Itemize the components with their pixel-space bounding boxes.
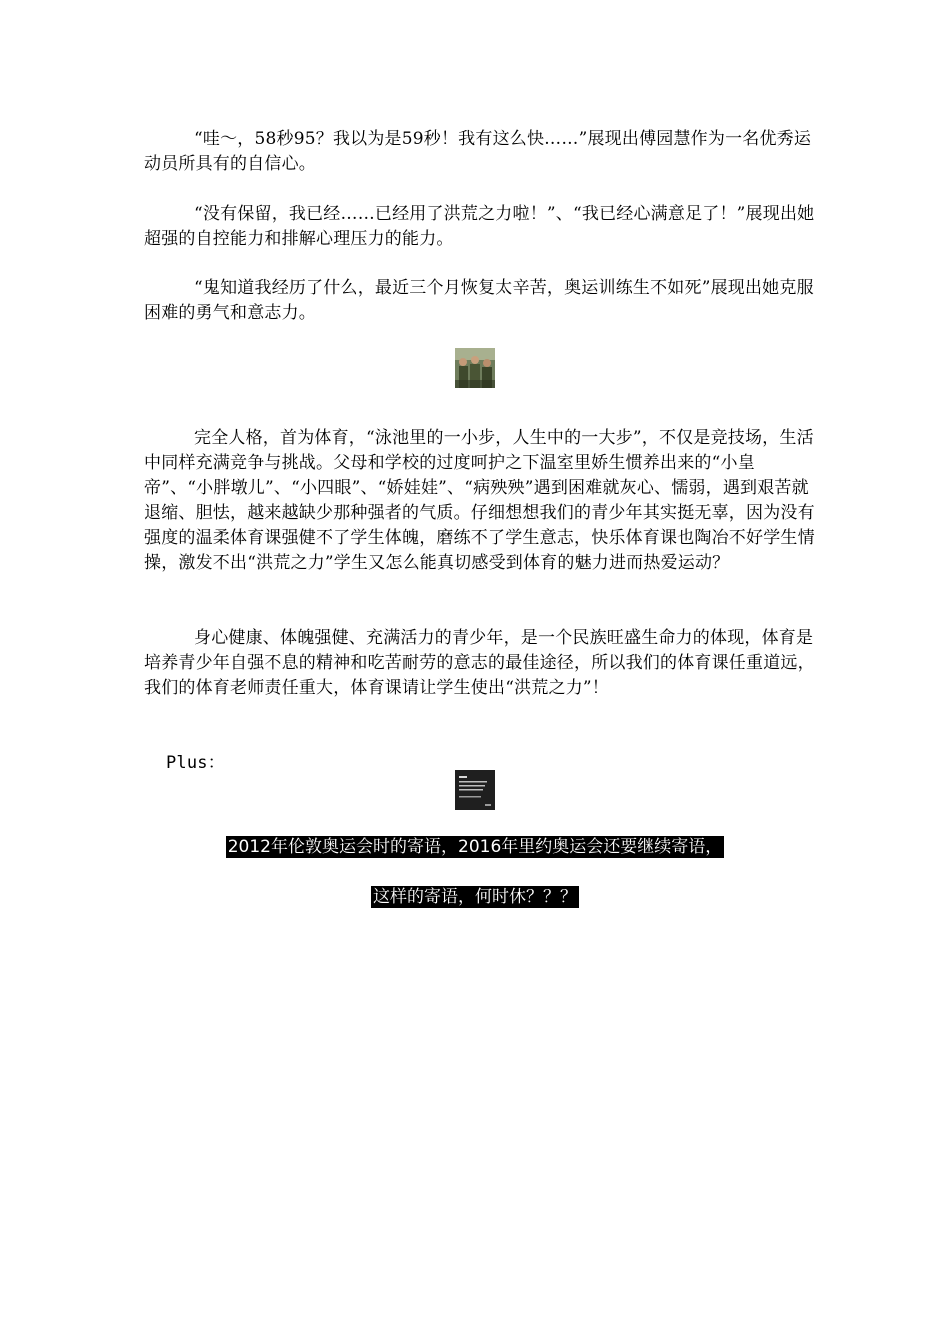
paragraph-confidence: “哇～，58秒95？我以为是59秒！我有这么快……”展现出傅园慧作为一名优秀运动员所具有的自信心。 bbox=[144, 129, 812, 174]
paragraph-healthy-youth: 身心健康、体魄强健、充满活力的青少年，是一个民族旺盛生命力的体现，体育是培养青少年自强不息的精神和吃苦耐劳的意志的最佳途径，所以我们的体育课任重道远，我们的体育老师责任重大，体育课请让学生使出“洪荒之力”！ bbox=[144, 628, 815, 698]
highlighted-message-text-2: 这样的寄语，何时休？？？ bbox=[373, 887, 577, 907]
soldiers-training-image-graphic bbox=[455, 348, 495, 388]
plus-label: Plus： bbox=[166, 753, 225, 773]
paragraph-courage: “鬼知道我经历了什么，最近三个月恢复太辛苦，奥运训练生不如死”展现出她克服困难的勇气和意志力。 bbox=[144, 278, 814, 323]
paragraph-complete-personality: 完全人格，首为体育，“泳池里的一小步，人生中的一大步”，不仅是竞技场，生活中同样充满竞争与挑战。父母和学校的过度呵护之下温室里娇生惯养出来的“小皇帝”、“小胖墩儿”、“小四眼”、“娇娃娃”、“病殃殃”遇到困难就灰心、懦弱，遇到艰苦就退缩、胆怯，越来越缺少那种强者的气质。仔细想想我们的青少年其实挺无辜，因为没有强度的温柔体育课强健不了学生体魄，磨练不了学生意志，快乐体育课也陶冶不好学生情操，激发不出“洪荒之力”学生又怎么能真切感受到体育的魅力进而热爱运动？ bbox=[144, 428, 815, 573]
soldiers-training-image bbox=[455, 348, 495, 388]
paragraph-self-control: “没有保留，我已经……已经用了洪荒之力啦！”、“我已经心满意足了！”展现出她超强的自控能力和排解心理压力的能力。 bbox=[144, 204, 815, 249]
highlighted-message-line-2 bbox=[0, 886, 950, 908]
olympic-message-image bbox=[455, 770, 495, 810]
highlighted-message-line-1 bbox=[0, 836, 950, 858]
highlighted-message-text-1: 2012年伦敦奥运会时的寄语，2016年里约奥运会还要继续寄语， bbox=[227, 837, 723, 857]
olympic-message-image-graphic bbox=[455, 770, 495, 810]
